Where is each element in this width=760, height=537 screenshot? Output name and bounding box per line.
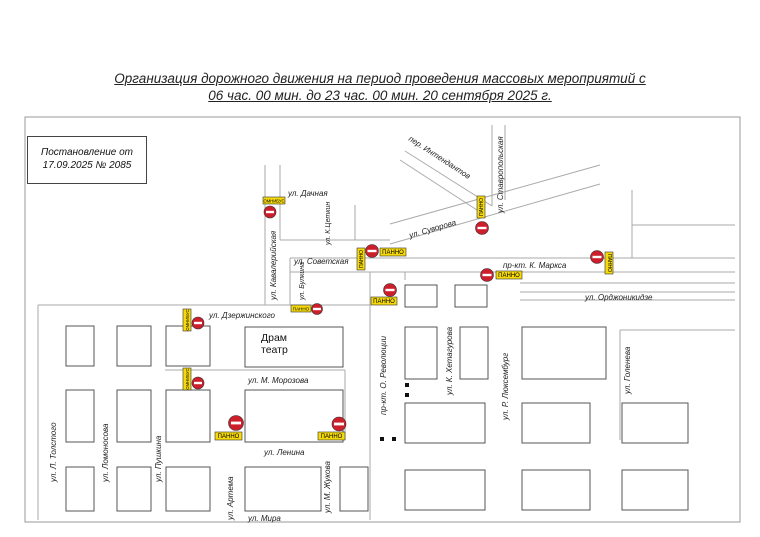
no-entry-sign-icon: [476, 222, 489, 235]
panno-sign-vertical: [357, 248, 365, 270]
svg-text:ПАННО: ПАННО: [606, 253, 612, 273]
theatre-line-1: Драм: [261, 332, 288, 344]
svg-text:ОМНИБУС: ОМНИБУС: [185, 309, 190, 331]
street-lines: [38, 125, 735, 520]
panno-sign: [380, 248, 406, 256]
label-dachnaya: ул. Дачная: [288, 189, 328, 198]
map-title-line-2: 06 час. 00 мин. до 23 час. 00 мин. 20 сентября 2025 г.: [208, 88, 552, 103]
no-entry-sign-icon: [264, 206, 276, 218]
label-revolyutsii: пр-кт. О. Революции: [379, 335, 388, 415]
map-title-line-1: Организация дорожного движения на период проведения массовых мероприятий с: [114, 71, 646, 86]
label-lenina: ул. Ленина: [264, 448, 305, 457]
svg-text:ОМНИБУС: ОМНИБУС: [263, 198, 285, 204]
label-suvorova: ул. Суворова: [408, 217, 458, 240]
label-tolstogo: ул. Л. Толстого: [49, 422, 58, 482]
omnibus-sign: [263, 197, 285, 204]
label-marksa: пр-кт. К. Маркса: [503, 261, 567, 270]
panno-sign: [318, 432, 345, 440]
svg-text:ПАННО: ПАННО: [382, 250, 404, 257]
decree-line-1: Постановление от: [40, 147, 134, 158]
svg-text:ПАННО: ПАННО: [359, 249, 365, 269]
decree-box: [27, 136, 147, 184]
svg-text:ПАННО: ПАННО: [292, 306, 310, 312]
no-entry-sign-icon: [366, 245, 379, 258]
label-morozova: ул. М. Морозова: [248, 376, 309, 385]
panno-sign: [371, 297, 397, 305]
label-intendantov: пер. Интендантов: [406, 134, 473, 181]
label-ktsetkin: ул. К.Цеткин: [325, 201, 332, 245]
svg-text:ПАННО: ПАННО: [498, 273, 520, 280]
label-zhukova: ул. М. Жукова: [323, 461, 332, 513]
label-sovetskaya: ул. Советская: [294, 257, 349, 266]
panno-sign: [496, 271, 522, 279]
no-entry-sign-icon: [192, 377, 204, 389]
no-entry-sign-icon: [332, 417, 346, 431]
decree-line-2: 17.09.2025 № 2085: [42, 160, 132, 171]
label-ordzhonikidze: ул. Орджоникидзе: [585, 293, 653, 302]
no-entry-sign-icon: [384, 284, 397, 297]
svg-text:ПАННО: ПАННО: [373, 299, 395, 306]
label-bulkina: ул. Булкина: [299, 262, 306, 300]
svg-text:ПАННО: ПАННО: [479, 197, 485, 217]
no-entry-sign-icon: [591, 251, 604, 264]
omnibus-sign-vertical: [183, 368, 191, 390]
no-entry-sign-icon: [192, 317, 204, 329]
label-dzerzhinskogo: ул. Дзержинского: [209, 311, 275, 320]
panno-sign-vertical: [605, 252, 613, 274]
label-kavaleriyskaya: ул. Кавалерийская: [269, 230, 278, 300]
omnibus-sign-vertical: [183, 309, 191, 331]
panno-sign: [215, 432, 242, 440]
svg-text:ПАННО: ПАННО: [217, 434, 240, 441]
label-lomonosova: ул. Ломоносова: [101, 423, 110, 482]
svg-text:ОМНИБУС: ОМНИБУС: [185, 368, 190, 390]
label-pushkina: ул. Пушкина: [154, 435, 163, 482]
label-lyuksemburg: ул. Р. Люксембург: [501, 352, 510, 420]
no-entry-sign-icon: [229, 416, 244, 431]
label-artema: ул. Артема: [226, 476, 235, 520]
label-khetagurova: ул. К. Хетагурова: [445, 326, 454, 395]
vertical-signs: [183, 196, 613, 390]
panno-sign-vertical: [477, 196, 485, 218]
no-entry-sign-icon: [312, 304, 323, 315]
label-stavropolskaya: ул. Ставропольская: [496, 136, 505, 213]
drama-theatre-label: [261, 332, 297, 356]
svg-text:ПАННО: ПАННО: [320, 434, 343, 441]
theatre-line-2: театр: [261, 344, 288, 356]
panno-sign: [291, 305, 311, 312]
label-mira: ул. Мира: [248, 514, 281, 523]
no-entry-sign-icon: [481, 269, 494, 282]
label-goleneva: ул. Голенева: [623, 346, 632, 394]
